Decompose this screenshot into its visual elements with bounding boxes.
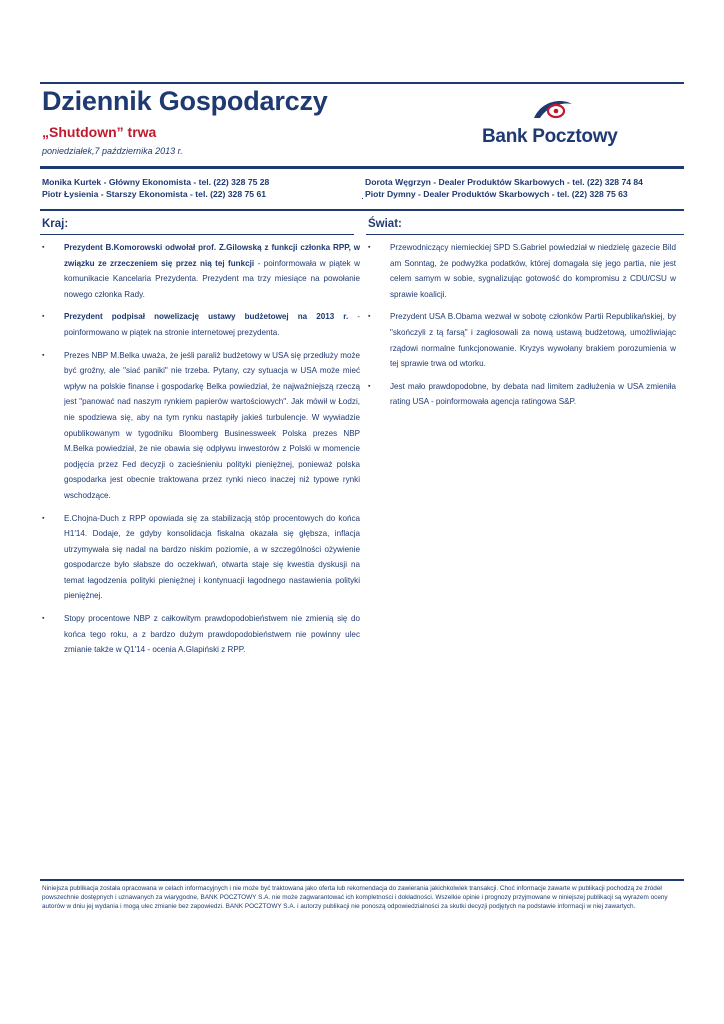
bullet-icon: ▪ — [42, 351, 45, 359]
contacts-divider — [362, 198, 363, 199]
bank-logo-text: Bank Pocztowy — [482, 126, 618, 147]
news-item — [368, 309, 676, 371]
bullet-icon: ▪ — [42, 514, 45, 522]
news-item — [42, 240, 360, 302]
bullet-icon: ▪ — [42, 244, 45, 251]
contact-line: Piotr Łysienia - Starszy Ekonomista - tel. (22) 328 75 61 — [42, 189, 267, 199]
bullet-icon: ▪ — [368, 382, 371, 390]
news-item-text: Jest mało prawdopodobne, by debata nad limitem zadłużenia w USA zmieniła rating USA - poinformowała agencja ratingowa S&P. — [390, 381, 676, 407]
contact-line: Monika Kurtek - Główny Ekonomista - tel. (22) 328 75 28 — [42, 177, 270, 187]
page-subtitle: „Shutdown” trwa — [42, 124, 157, 140]
news-item-text: - poinformowała w piątek w komunikacie Kancelaria Prezydenta. Prezydent ma trzy miesiące na powołanie nowego członka Rady. — [64, 258, 360, 299]
publication-date: poniedziałek,7 października 2013 r. — [42, 146, 183, 156]
contact-line: Piotr Dymny - Dealer Produktów Skarbowych - tel. (22) 328 75 63 — [365, 189, 628, 199]
contacts-bottom-rule — [40, 209, 684, 211]
disclaimer-text: Niniejsza publikacja została opracowana w celach informacyjnych i nie może być traktowana jako oferta lub rekomendacja do zawierania jakichkolwiek transakcji. Choć informacje zawarte w publikacji pochodzą ze źródeł powszechnie dostępnych i uznawanych za wiarygodne, BANK POCZTOWY S.A. nie może zagwarantować ich kompletności i dokładności. Wszelkie opinie i prognozy przyjmowane w niniejszej publikacji są wyrazem oceny autorów w dniu jej wydania i mogą ulec zmianie bez zapowiedzi. BANK POCZTOWY S.A. i autorzy publikacji nie ponoszą odpowiedzialności za skutki decyzji podjętych na podstawie informacji w niej zawartych. — [42, 885, 668, 910]
footer-rule — [40, 879, 684, 881]
swiat-heading-underline — [366, 234, 684, 235]
bullet-icon: ▪ — [368, 313, 371, 321]
header-bottom-rule — [40, 166, 684, 169]
news-item — [42, 611, 360, 658]
news-item-headline: Prezydent B.Komorowski odwołał prof. Z.Gilowską z funkcji członka RPP, w związku ze zrzeczeniem się przez nią tej funkcji — [64, 243, 360, 268]
page-title: Dziennik Gospodarczy — [42, 86, 328, 116]
news-item-text: Prezydent USA B.Obama wezwał w sobotę członków Partii Republikańskiej, by "skończyli z tą farsą" i zagłosowali za nową ustawą budżetową, umożliwiając rządowi normalne funkcjonowanie. Kryzys wywołany brakiem porozumienia w tej sprawie trwa od wtorku. — [390, 312, 676, 369]
kraj-news-list — [42, 240, 360, 665]
section-heading-kraj: Kraj: — [42, 218, 69, 230]
contact-line: Dorota Węgrzyn - Dealer Produktów Skarbowych - tel. (22) 328 74 84 — [365, 177, 643, 187]
kraj-heading-underline — [40, 234, 354, 235]
swiat-news-list — [368, 240, 676, 417]
bullet-icon: ▪ — [42, 313, 45, 321]
bullet-icon: ▪ — [42, 615, 45, 623]
bank-logo-mark-icon — [532, 98, 574, 122]
news-item-text: E.Chojna-Duch z RPP opowiada się za stabilizacją stóp procentowych do końca H1'14. Dodaje, że gdyby konsolidacja fiskalna okazała się głębsza, inflacja utrzymywała się nadal na bardzo niskim poziomie, a w szczególności ożywienie gospodarcze było słabsze do oczekiwań, otwarta staje się kwestia dyskusji na temat łagodzenia polityki pieniężnej i kontynuacji łagodnego nastawienia polityki pieniężnej. — [64, 513, 360, 601]
news-item-text: Prezes NBP M.Belka uważa, że jeśli paraliż budżetowy w USA się przedłuży może być groźny, ale "siać paniki" nie trzeba. Pytany, czy sytuacja w USA może mieć wpływ na polskie finanse i gospodarkę Belka powiedział, że najważniejszą rzeczą jest "panować nad naszym rynkiem papierów wartościowych". Jak mówił w Łodzi, nie spodziewa się, aby na tym rynku nastąpiły jakieś turbulencje. W wywiadzie opublikowanym w tygodniku Bloomberg Businessweek Polska prezes NBP M.Belka powiedział, że nie obawia się odpływu inwestorów z Polski w momencie podjęcia przez Fed decyzji o zacieśnieniu polityki pieniężnej, ponieważ polska gospodarka jest obecnie traktowana przez rynki nieco inaczej niż typowe rynki wschodzące. — [64, 350, 360, 500]
news-item — [368, 379, 676, 410]
news-item — [42, 348, 360, 504]
news-item — [42, 511, 360, 605]
header-top-rule — [40, 82, 684, 84]
news-item — [368, 240, 676, 302]
news-item-text: Stopy procentowe NBP z całkowitym prawdopodobieństwem nie zmienią się do końca tego roku, a z bardzo dużym prawdopodobieństwem nie powinny ulec zmianie także w Q1'14 - ocenia A.Glapiński z RPP. — [64, 614, 360, 655]
news-item-text: - poinformowano w piątek na stronie internetowej prezydenta. — [64, 312, 360, 337]
bullet-icon: ▪ — [368, 244, 371, 251]
news-item-text: Przewodniczący niemieckiej SPD S.Gabriel powiedział w niedzielę gazecie Bild am Sonntag, że podwyżka podatków, której domagała się jego partia, nie jest celem samym w sobie, sygnalizując gotowość do kompromisu z CDU/CSU w sprawie koalicji. — [390, 243, 676, 299]
section-heading-swiat: Świat: — [368, 218, 402, 230]
bank-logo — [470, 96, 630, 154]
news-item — [42, 309, 360, 340]
news-item-headline: Prezydent podpisał nowelizację ustawy budżetowej na 2013 r. — [64, 312, 349, 322]
